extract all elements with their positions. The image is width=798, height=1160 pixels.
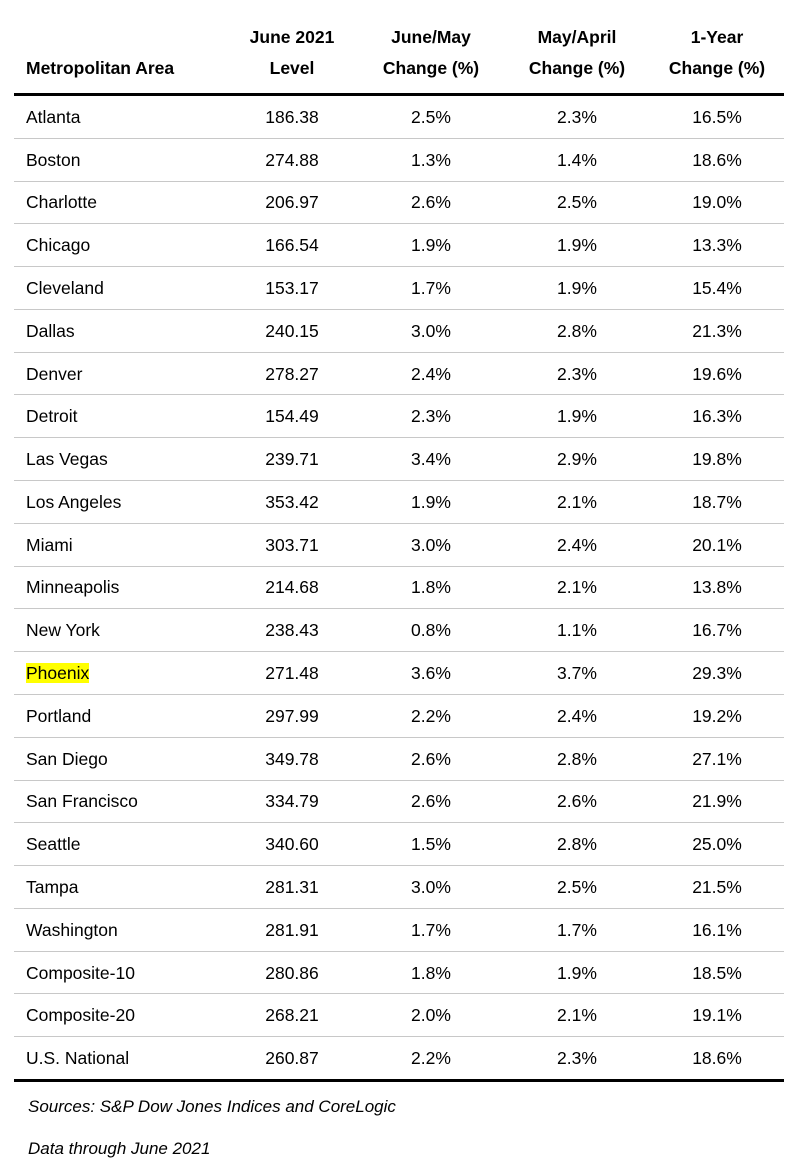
table-header xyxy=(14,10,784,95)
cell-one-year-change: 18.6% xyxy=(650,1037,784,1081)
cell-level: 240.15 xyxy=(226,309,358,352)
cell-may-april-change: 2.1% xyxy=(504,994,650,1037)
footnote-data-through: Data through June 2021 xyxy=(28,1138,211,1158)
cell-one-year-change: 20.1% xyxy=(650,523,784,566)
cell-may-april-change: 2.8% xyxy=(504,309,650,352)
cell-june-may-change: 3.6% xyxy=(358,652,504,695)
cell-one-year-change: 19.2% xyxy=(650,694,784,737)
cell-metropolitan-area: Miami xyxy=(14,523,226,566)
cell-june-may-change: 2.6% xyxy=(358,780,504,823)
cell-metropolitan-area: Chicago xyxy=(14,224,226,267)
footnote-sources: Sources: S&P Dow Jones Indices and CoreLogic xyxy=(28,1096,396,1116)
cell-one-year-change: 13.3% xyxy=(650,224,784,267)
cell-june-may-change: 0.8% xyxy=(358,609,504,652)
cell-june-may-change: 2.6% xyxy=(358,737,504,780)
cell-may-april-change: 2.4% xyxy=(504,523,650,566)
cell-june-may-change: 1.3% xyxy=(358,138,504,181)
cell-level: 334.79 xyxy=(226,780,358,823)
cell-metropolitan-area: Seattle xyxy=(14,823,226,866)
cell-one-year-change: 13.8% xyxy=(650,566,784,609)
cell-one-year-change: 16.5% xyxy=(650,95,784,139)
cell-one-year-change: 21.9% xyxy=(650,780,784,823)
cell-level: 154.49 xyxy=(226,395,358,438)
cell-may-april-change: 1.9% xyxy=(504,224,650,267)
cell-level: 153.17 xyxy=(226,267,358,310)
cell-metropolitan-area: San Diego xyxy=(14,737,226,780)
cell-metropolitan-area: Boston xyxy=(14,138,226,181)
column-header-area-line2: Metropolitan Area xyxy=(14,52,226,95)
cell-metropolitan-area: Detroit xyxy=(14,395,226,438)
table-row xyxy=(14,609,784,652)
cell-one-year-change: 18.7% xyxy=(650,481,784,524)
cell-may-april-change: 1.9% xyxy=(504,395,650,438)
cell-june-may-change: 3.0% xyxy=(358,309,504,352)
cell-june-may-change: 1.7% xyxy=(358,908,504,951)
cell-level: 274.88 xyxy=(226,138,358,181)
table-row xyxy=(14,866,784,909)
cell-june-may-change: 2.2% xyxy=(358,694,504,737)
cell-metropolitan-area: San Francisco xyxy=(14,780,226,823)
cell-may-april-change: 3.7% xyxy=(504,652,650,695)
cell-may-april-change: 2.3% xyxy=(504,1037,650,1081)
cell-may-april-change: 1.1% xyxy=(504,609,650,652)
cell-level: 239.71 xyxy=(226,438,358,481)
cell-metropolitan-area xyxy=(14,652,226,695)
cell-june-may-change: 1.9% xyxy=(358,481,504,524)
column-header-area-line1 xyxy=(14,10,226,52)
cell-june-may-change: 1.9% xyxy=(358,224,504,267)
table-row xyxy=(14,438,784,481)
table-row xyxy=(14,1037,784,1081)
cell-level: 206.97 xyxy=(226,181,358,224)
cell-june-may-change: 1.5% xyxy=(358,823,504,866)
cell-may-april-change: 1.7% xyxy=(504,908,650,951)
table-header-row-top xyxy=(14,10,784,52)
table-row xyxy=(14,694,784,737)
column-header-june-may-line1: June/May xyxy=(391,27,471,47)
cell-one-year-change: 27.1% xyxy=(650,737,784,780)
cell-may-april-change: 1.9% xyxy=(504,267,650,310)
cell-june-may-change: 2.3% xyxy=(358,395,504,438)
table-row xyxy=(14,95,784,139)
cell-metropolitan-area: Tampa xyxy=(14,866,226,909)
cell-may-april-change: 2.1% xyxy=(504,481,650,524)
table-row xyxy=(14,267,784,310)
cell-metropolitan-area: Dallas xyxy=(14,309,226,352)
cell-level: 214.68 xyxy=(226,566,358,609)
cell-one-year-change: 16.1% xyxy=(650,908,784,951)
cell-metropolitan-area: Minneapolis xyxy=(14,566,226,609)
cell-may-april-change: 2.1% xyxy=(504,566,650,609)
cell-level: 281.91 xyxy=(226,908,358,951)
cell-june-may-change: 3.4% xyxy=(358,438,504,481)
cell-one-year-change: 25.0% xyxy=(650,823,784,866)
cell-may-april-change: 1.4% xyxy=(504,138,650,181)
cell-metropolitan-area: Las Vegas xyxy=(14,438,226,481)
cell-metropolitan-area: Los Angeles xyxy=(14,481,226,524)
cell-level: 281.31 xyxy=(226,866,358,909)
cell-may-april-change: 2.4% xyxy=(504,694,650,737)
table-row xyxy=(14,951,784,994)
table-row xyxy=(14,523,784,566)
cell-metropolitan-area: Atlanta xyxy=(14,95,226,139)
cell-level: 166.54 xyxy=(226,224,358,267)
cell-level: 349.78 xyxy=(226,737,358,780)
footnotes xyxy=(14,1096,784,1160)
cell-metropolitan-area: Washington xyxy=(14,908,226,951)
cell-level: 353.42 xyxy=(226,481,358,524)
cell-one-year-change: 19.8% xyxy=(650,438,784,481)
cell-one-year-change: 21.3% xyxy=(650,309,784,352)
table-row xyxy=(14,138,784,181)
table-row xyxy=(14,309,784,352)
cell-may-april-change: 2.3% xyxy=(504,95,650,139)
cell-level: 268.21 xyxy=(226,994,358,1037)
table-row xyxy=(14,908,784,951)
cell-one-year-change: 16.7% xyxy=(650,609,784,652)
table-row xyxy=(14,181,784,224)
cell-may-april-change: 2.8% xyxy=(504,823,650,866)
column-header-may-april-line1: May/April xyxy=(537,27,617,47)
table-row xyxy=(14,224,784,267)
column-header-level-line1: June 2021 xyxy=(249,27,335,47)
cell-june-may-change: 2.5% xyxy=(358,95,504,139)
cell-may-april-change: 2.8% xyxy=(504,737,650,780)
cell-may-april-change: 2.3% xyxy=(504,352,650,395)
table-row xyxy=(14,352,784,395)
cell-one-year-change: 15.4% xyxy=(650,267,784,310)
table-row xyxy=(14,823,784,866)
cell-level: 260.87 xyxy=(226,1037,358,1081)
cell-level: 271.48 xyxy=(226,652,358,695)
table-row xyxy=(14,566,784,609)
cell-june-may-change: 2.6% xyxy=(358,181,504,224)
cell-one-year-change: 19.1% xyxy=(650,994,784,1037)
cell-one-year-change: 18.5% xyxy=(650,951,784,994)
cell-one-year-change: 16.3% xyxy=(650,395,784,438)
cell-metropolitan-area: Denver xyxy=(14,352,226,395)
table-row xyxy=(14,481,784,524)
table-row xyxy=(14,737,784,780)
table-row xyxy=(14,780,784,823)
cell-metropolitan-area: U.S. National xyxy=(14,1037,226,1081)
cell-one-year-change: 19.0% xyxy=(650,181,784,224)
cell-level: 303.71 xyxy=(226,523,358,566)
cell-june-may-change: 1.7% xyxy=(358,267,504,310)
cell-june-may-change: 3.0% xyxy=(358,523,504,566)
cell-level: 340.60 xyxy=(226,823,358,866)
table-row xyxy=(14,994,784,1037)
cell-june-may-change: 3.0% xyxy=(358,866,504,909)
column-header-one-year-line1: 1-Year xyxy=(690,27,744,47)
cell-may-april-change: 1.9% xyxy=(504,951,650,994)
table-header-row-bottom xyxy=(14,52,784,95)
column-header-june-may-line2: Change (%) xyxy=(358,52,504,95)
cell-one-year-change: 19.6% xyxy=(650,352,784,395)
cell-metropolitan-area: Composite-20 xyxy=(14,994,226,1037)
cell-metropolitan-area: Cleveland xyxy=(14,267,226,310)
cell-level: 280.86 xyxy=(226,951,358,994)
cell-may-april-change: 2.6% xyxy=(504,780,650,823)
table-row xyxy=(14,395,784,438)
cell-metropolitan-area: Composite-10 xyxy=(14,951,226,994)
cell-one-year-change: 21.5% xyxy=(650,866,784,909)
table-row xyxy=(14,652,784,695)
column-header-level-line2: Level xyxy=(226,52,358,95)
cell-metropolitan-area: New York xyxy=(14,609,226,652)
cell-metropolitan-area: Charlotte xyxy=(14,181,226,224)
cell-may-april-change: 2.5% xyxy=(504,866,650,909)
cell-level: 186.38 xyxy=(226,95,358,139)
cell-june-may-change: 2.4% xyxy=(358,352,504,395)
highlight-marker: Phoenix xyxy=(26,663,90,684)
cell-level: 297.99 xyxy=(226,694,358,737)
cell-may-april-change: 2.9% xyxy=(504,438,650,481)
home-price-index-table xyxy=(14,10,784,1082)
cell-june-may-change: 2.2% xyxy=(358,1037,504,1081)
column-header-may-april-line2: Change (%) xyxy=(504,52,650,95)
cell-june-may-change: 2.0% xyxy=(358,994,504,1037)
cell-june-may-change: 1.8% xyxy=(358,566,504,609)
table-body xyxy=(14,95,784,1081)
cell-one-year-change: 29.3% xyxy=(650,652,784,695)
cell-level: 278.27 xyxy=(226,352,358,395)
cell-level: 238.43 xyxy=(226,609,358,652)
cell-may-april-change: 2.5% xyxy=(504,181,650,224)
column-header-one-year-line2: Change (%) xyxy=(650,52,784,95)
cell-metropolitan-area: Portland xyxy=(14,694,226,737)
cell-june-may-change: 1.8% xyxy=(358,951,504,994)
cell-one-year-change: 18.6% xyxy=(650,138,784,181)
